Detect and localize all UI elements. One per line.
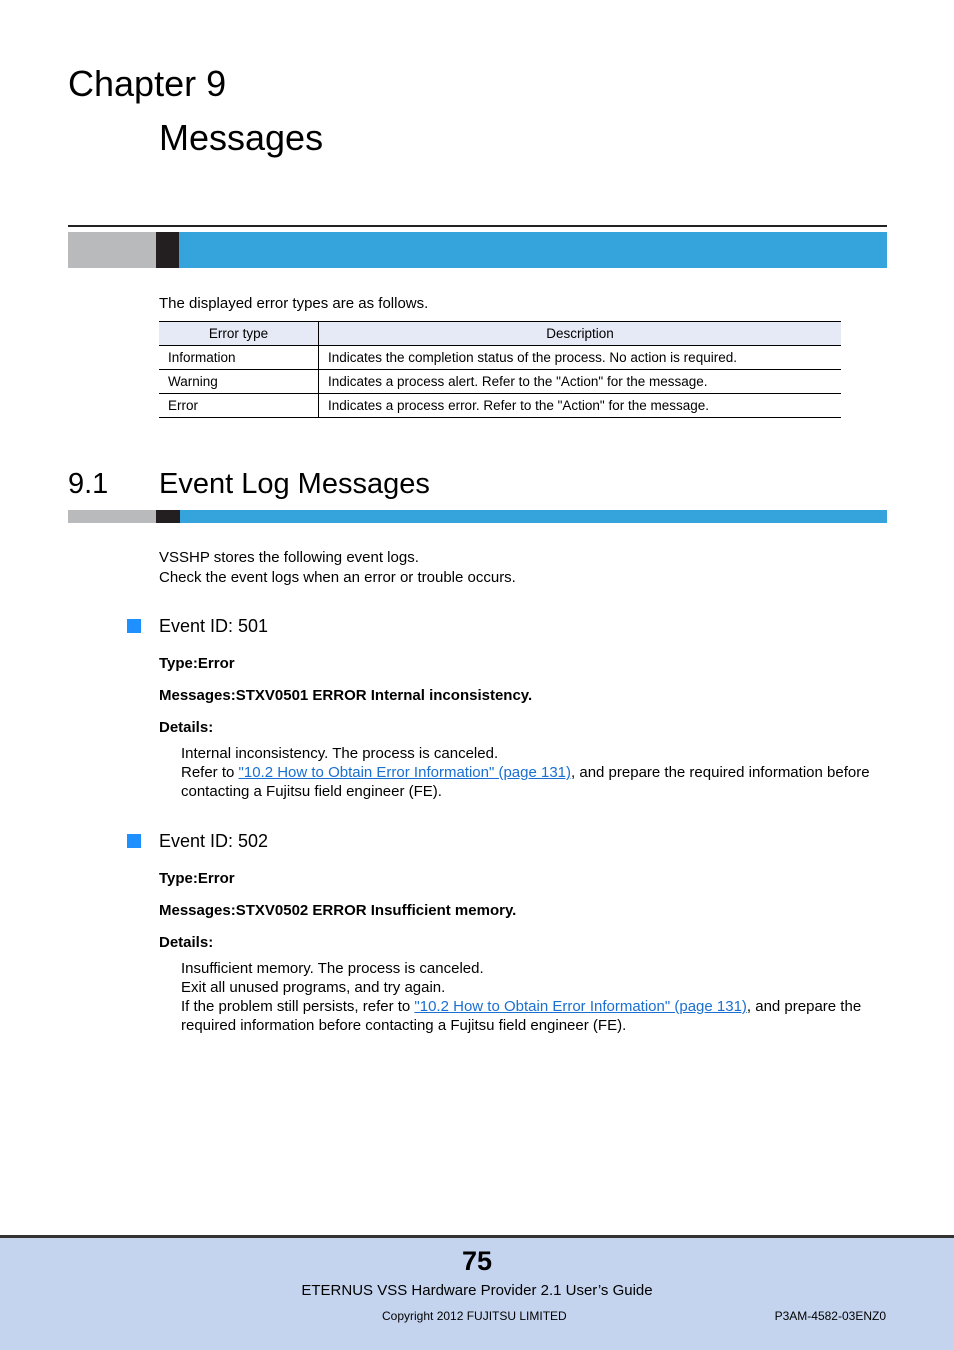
ref-prefix: If the problem still persists, refer to bbox=[181, 998, 415, 1015]
section-intro-line: Check the event logs when an error or trouble occurs. bbox=[159, 568, 516, 586]
ref-suffix: , and prepare the required information before contacting a Fujitsu field engineer (FE). bbox=[181, 764, 870, 800]
table-header-row bbox=[159, 322, 841, 346]
table-row bbox=[159, 394, 841, 418]
chapter-title: Messages bbox=[159, 117, 324, 158]
details-line bbox=[181, 763, 886, 801]
band-blue-block bbox=[179, 232, 887, 268]
square-bullet-icon bbox=[127, 834, 141, 848]
details-label: Details: bbox=[159, 934, 214, 951]
table-cell: Information bbox=[159, 346, 319, 370]
section-band bbox=[68, 510, 887, 523]
error-info-link[interactable]: "10.2 How to Obtain Error Information" (page 131) bbox=[238, 764, 572, 781]
band-gray-block bbox=[68, 510, 156, 523]
chapter-label: Chapter 9 bbox=[68, 63, 227, 104]
guide-title: ETERNUS VSS Hardware Provider 2.1 User’s Guide bbox=[301, 1282, 653, 1299]
table-cell: Indicates the completion status of the process. No action is required. bbox=[319, 346, 842, 370]
table-header-cell: Error type bbox=[159, 322, 319, 346]
ref-suffix: , and prepare the required information before contacting a Fujitsu field engineer (FE). bbox=[181, 998, 862, 1034]
intro-text: The displayed error types are as follows. bbox=[159, 295, 429, 312]
event-heading-label: Event ID: 502 bbox=[159, 831, 269, 851]
table-row bbox=[159, 346, 841, 370]
event-heading bbox=[127, 830, 268, 852]
table-cell: Indicates a process alert. Refer to the "Action" for the message. bbox=[319, 370, 842, 394]
table-cell: Warning bbox=[159, 370, 319, 394]
document-code: P3AM-4582-03ENZ0 bbox=[774, 1309, 886, 1323]
details-label: Details: bbox=[159, 719, 214, 736]
table-cell: Indicates a process error. Refer to the "Action" for the message. bbox=[319, 394, 842, 418]
event-heading-label: Event ID: 501 bbox=[159, 616, 269, 636]
details-line: Exit all unused programs, and try again. bbox=[181, 979, 446, 996]
event-heading bbox=[127, 615, 268, 637]
band-black-block bbox=[156, 510, 180, 523]
event-details bbox=[181, 744, 886, 801]
section-number: 9.1 bbox=[68, 468, 109, 500]
band-black-block bbox=[156, 232, 179, 268]
details-line: Internal inconsistency. The process is canceled. bbox=[181, 745, 499, 762]
chapter-band bbox=[68, 232, 887, 268]
event-type: Type:Error bbox=[159, 655, 235, 672]
details-line: Insufficient memory. The process is canceled. bbox=[181, 960, 484, 977]
event-details bbox=[181, 959, 886, 1035]
table-row bbox=[159, 370, 841, 394]
table-header-cell: Description bbox=[319, 322, 842, 346]
copyright: Copyright 2012 FUJITSU LIMITED bbox=[382, 1309, 567, 1323]
section-intro bbox=[159, 548, 516, 587]
event-message: Messages:STXV0502 ERROR Insufficient memory. bbox=[159, 902, 517, 919]
event-message: Messages:STXV0501 ERROR Internal inconsistency. bbox=[159, 687, 533, 704]
square-bullet-icon bbox=[127, 619, 141, 633]
band-gray-block bbox=[68, 232, 156, 268]
ref-prefix: Refer to bbox=[181, 764, 239, 781]
chapter-rule bbox=[68, 225, 887, 227]
band-blue-block bbox=[180, 510, 887, 523]
table-cell: Error bbox=[159, 394, 319, 418]
error-info-link[interactable]: "10.2 How to Obtain Error Information" (page 131) bbox=[414, 998, 747, 1015]
section-intro-line: VSSHP stores the following event logs. bbox=[159, 549, 419, 566]
event-type: Type:Error bbox=[159, 870, 235, 887]
section-title: Event Log Messages bbox=[159, 468, 430, 500]
error-type-table bbox=[159, 321, 841, 418]
page-number: 75 bbox=[461, 1246, 493, 1276]
details-line bbox=[181, 997, 886, 1035]
